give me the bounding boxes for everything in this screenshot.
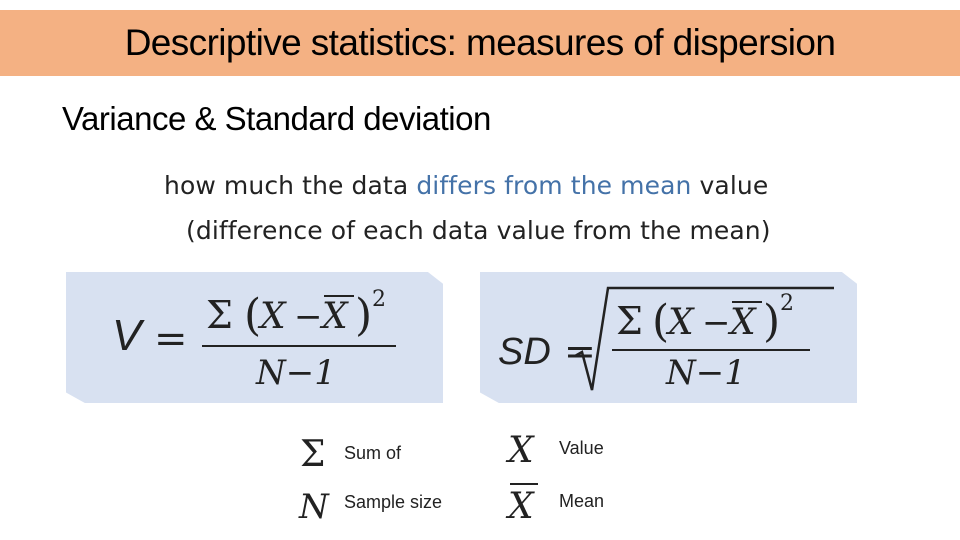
variance-symbol: V <box>112 311 142 360</box>
equals-sign: = <box>564 329 596 373</box>
legend-mean-label: Mean <box>559 491 605 511</box>
close-paren: ) <box>355 290 373 341</box>
sd-formula <box>480 272 857 403</box>
description-line-2: (difference of each data value from the mean) <box>186 216 771 245</box>
legend-sum-symbol <box>298 428 334 474</box>
sum-sign: Σ <box>616 299 643 343</box>
equals-sign: = <box>154 316 188 362</box>
open-paren: ( <box>244 290 262 341</box>
legend-sum-label: Sum of <box>344 443 402 463</box>
svg-text:X: X <box>508 430 534 471</box>
sum-sign: Σ <box>206 293 233 337</box>
exponent: 2 <box>372 287 386 312</box>
var-x-bar: X <box>322 296 348 337</box>
description-text-end: value <box>691 171 769 200</box>
minus-sign: − <box>294 297 323 337</box>
close-paren: ) <box>763 296 781 347</box>
variance-formula <box>66 272 443 403</box>
open-paren: ( <box>652 296 670 347</box>
description-line-1 <box>164 171 768 200</box>
slide-subtitle: Variance & Standard deviation <box>62 100 491 137</box>
legend-x-symbol <box>506 424 546 470</box>
denominator: N−1 <box>256 353 336 393</box>
slide-title: Descriptive statistics: measures of dispersion <box>124 22 836 63</box>
legend-n-label: Sample size <box>344 492 443 512</box>
minus-sign: − <box>702 303 731 343</box>
sd-symbol: SD <box>498 331 551 373</box>
legend-x-label: Value <box>559 438 604 458</box>
legend-n-symbol <box>298 480 334 526</box>
exponent: 2 <box>780 291 794 316</box>
svg-text:X: X <box>508 486 534 527</box>
description-highlight: differs from the mean <box>416 171 692 200</box>
var-x-bar: X <box>730 302 756 343</box>
denominator: N−1 <box>666 353 746 393</box>
var-x: X <box>260 296 286 337</box>
description-text: how much the data <box>164 171 417 200</box>
var-x: X <box>668 302 694 343</box>
svg-text:N: N <box>299 487 329 527</box>
svg-text:Σ: Σ <box>300 434 326 475</box>
legend-mean-symbol <box>506 478 546 527</box>
